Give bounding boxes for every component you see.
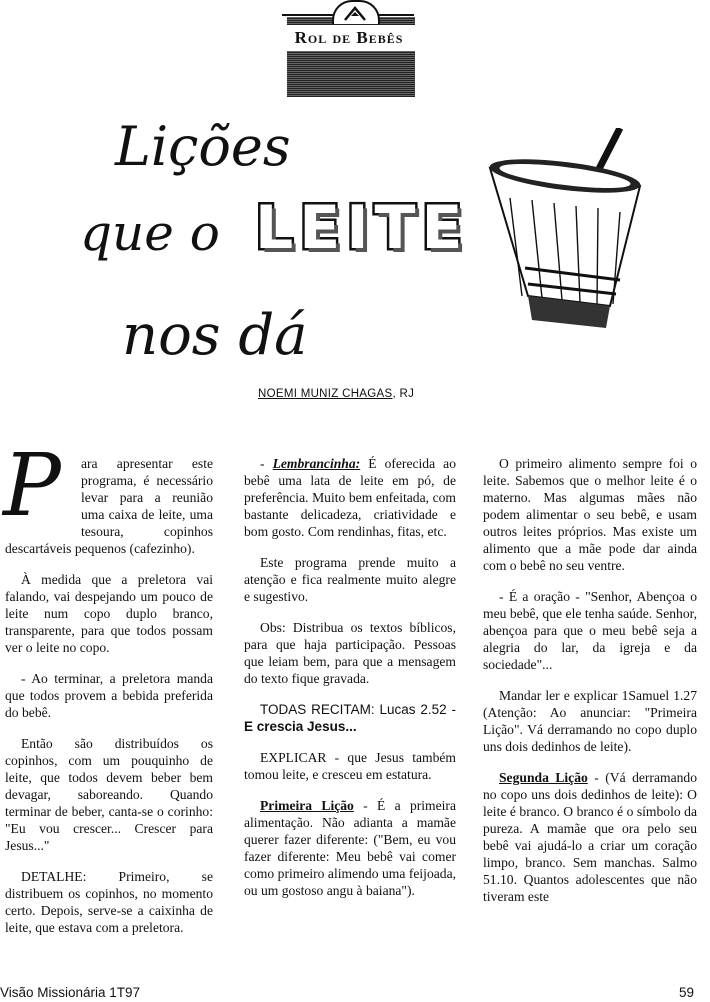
lesson-heading: Segunda Lição bbox=[499, 770, 588, 785]
title-line1: Lições bbox=[115, 115, 291, 178]
paragraph: O primeiro alimento sempre foi o leite. Sabemos que o melhor leite é o materno. Mas algumas mães não podem alimentar o seu bebê, e usam outros leites próprios. Mas existe um alimento que a mãe pode dar ainda com o bebê no seu ventre. bbox=[483, 456, 697, 573]
paragraph-text: - É a primeira alimentação. Não adianta a mamãe querer fazer diferente: ("Bem, eu vou fazer diferente: Meu bebê vai comer como primeiro alimendo uma feijoada, ou um gostoso angu à baiana"). bbox=[244, 798, 456, 898]
footer-publication: Visão Missionária 1T97 bbox=[0, 985, 141, 1000]
lesson-heading: Primeira Lição bbox=[260, 798, 354, 813]
paragraph-text: ara apresentar este programa, é necessário levar para a reunião uma caixa de leite, uma tesoura, copinhos descartáveis pequenos (cafezinho). bbox=[5, 456, 213, 556]
drop-cap: P bbox=[3, 436, 61, 536]
paragraph: Mandar ler e explicar 1Samuel 1.27 (Atenção: Ao anunciar: "Primeira Lição". Vá derramando no copo duplo uns dois dedinhos de leite). bbox=[483, 688, 697, 754]
column-3 bbox=[483, 455, 697, 919]
paragraph-text: É oferecida ao bebê uma lata de leite em pó, de preferência. Muito bem enfeitada, com bastante delicadeza, criatividade e bom gosto. Com rendinhas, fitas, etc. bbox=[244, 456, 456, 539]
page-number: 59 bbox=[678, 985, 694, 1000]
milk-cup-icon bbox=[470, 128, 650, 338]
lembrancinha-label: Lembrancinha: bbox=[272, 456, 361, 471]
paragraph: Este programa prende muito a atenção e fica realmente muito alegre e sugestivo. bbox=[244, 555, 456, 604]
title-leite: LEITE bbox=[255, 193, 469, 263]
paragraph: Então são distribuídos os copinhos, com um pouquinho de leite, que todos devem beber bem devagar, saboreando. Quando terminar de beber, canta-se o corinho: "Eu vou crescer... Crescer para Jesus..." bbox=[5, 736, 213, 853]
paragraph-text: TODAS RECITAM: Lucas 2.52 - bbox=[260, 702, 456, 717]
paragraph: EXPLICAR - que Jesus também tomou leite, e cresceu em estatura. bbox=[244, 750, 456, 782]
paragraph bbox=[244, 701, 456, 735]
paragraph: Obs: Distribua os textos bíblicos, para que haja participação. Pessoas que leiam bem, para que a mensagem do texto fique gravada. bbox=[244, 620, 456, 686]
column-1 bbox=[3, 436, 213, 950]
paragraph: À medida que a preletora vai falando, vai despejando um pouco de leite num copo duplo branco, transparente, para que todos possam ver o leite no copo. bbox=[5, 572, 213, 655]
column-2 bbox=[244, 455, 456, 913]
paragraph bbox=[3, 436, 213, 557]
paragraph: - Ao terminar, a preletora manda que todos provem a bebida preferida do bebê. bbox=[5, 671, 213, 720]
paragraph bbox=[483, 769, 697, 905]
paragraph bbox=[244, 797, 456, 899]
header-emblem-icon bbox=[332, 0, 380, 24]
author-name: NOEMI MUNIZ CHAGAS bbox=[258, 388, 393, 400]
author-state: , RJ bbox=[392, 388, 415, 400]
paragraph bbox=[244, 455, 456, 540]
author-byline bbox=[258, 388, 414, 400]
paragraph: - É a oração - "Senhor, Abençoa o meu bebê, que ele tenha saúde. Senhor, abençoa para que o meu bebê seja a alegria do lar, da igreja e da sociedade"... bbox=[483, 589, 697, 672]
dash: - bbox=[260, 456, 273, 471]
section-label: Rol de Bebês bbox=[259, 25, 439, 51]
title-line2: que o bbox=[80, 204, 220, 262]
paragraph-text: - (Vá derramando no copo uns dois dedinhos de leite): O leite é branco. O branco é o símbolo da pureza. A mamãe que ora pelo seu bebê vai ajudá-lo a criar um coração limpo, branco. Sem manchas. Salmo 51.10. Quantos adolescentes que não tiveram este bbox=[483, 770, 697, 904]
paragraph: DETALHE: Primeiro, se distribuem os copinhos, no momento certo. Depois, serve-se a caixinha de leite, que estava com a preletora. bbox=[5, 869, 213, 935]
verse-text: E crescia Jesus... bbox=[244, 719, 357, 734]
title-line3: nos dá bbox=[122, 303, 308, 368]
